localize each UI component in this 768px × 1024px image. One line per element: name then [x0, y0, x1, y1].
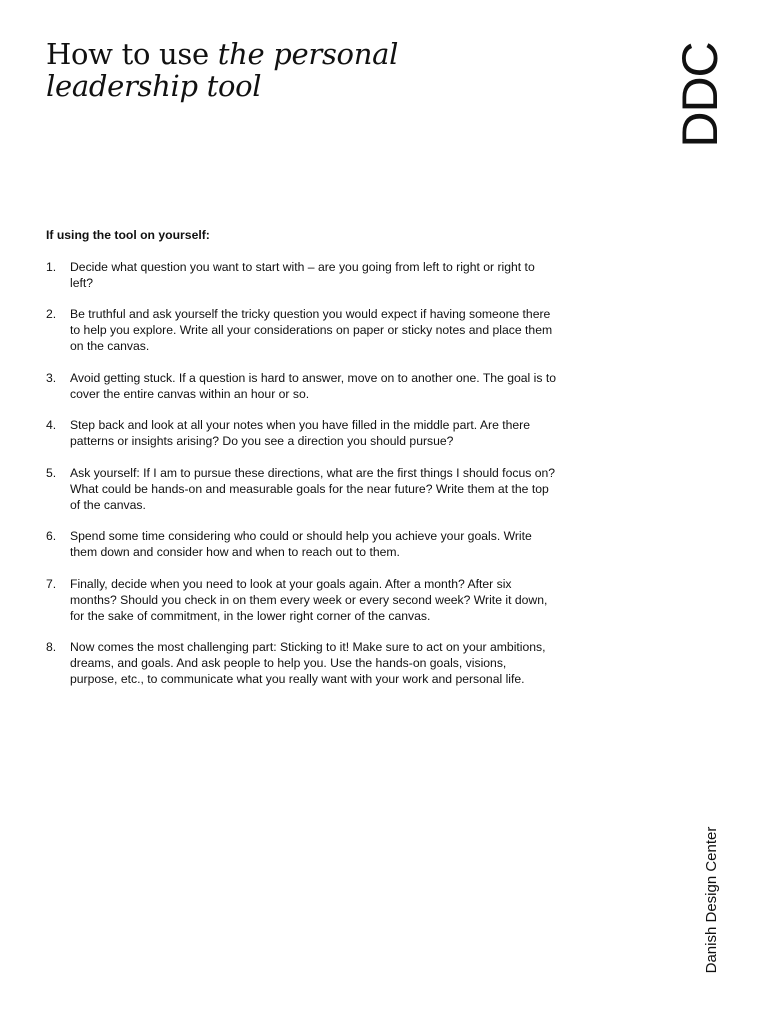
step-text: Spend some time considering who could or should help you achieve your goals. Write them down and consider how and when to reach out to them. — [70, 529, 532, 560]
step-number: 1. — [46, 259, 57, 274]
list-item — [46, 371, 556, 403]
step-number: 4. — [46, 418, 57, 433]
step-number: 6. — [46, 529, 57, 544]
title-italic-line2: leadership tool — [46, 69, 262, 103]
organization-label: Danish Design Center — [703, 826, 720, 974]
section-heading: If using the tool on yourself: — [46, 228, 210, 242]
title-italic-line1: the personal — [217, 37, 399, 71]
step-text: Ask yourself: If I am to pursue these directions, what are the first things I should focus on? What could be hands-on and measurable goals for the near future? Write them at the top of the canvas. — [70, 465, 556, 512]
list-item — [46, 307, 556, 354]
step-number: 2. — [46, 307, 57, 322]
title-plain-text: How to use — [46, 37, 218, 71]
ddc-logo: DDC — [672, 42, 728, 148]
list-item — [46, 466, 556, 513]
step-text: Step back and look at all your notes when you have filled in the middle part. Are there patterns or insights arising? Do you see a direction you should pursue? — [70, 418, 531, 449]
step-text: Avoid getting stuck. If a question is hard to answer, move on to another one. The goal is to cover the entire canvas within an hour or so. — [70, 370, 556, 401]
step-text: Finally, decide when you need to look at your goals again. After a month? After six months? Should you check in on them every week or every second week? Write it down, for the sake of commitment, in the lower right corner of the canvas. — [70, 576, 548, 623]
step-number: 8. — [46, 640, 57, 655]
list-item — [46, 260, 556, 292]
list-item — [46, 418, 556, 450]
step-number: 5. — [46, 465, 57, 480]
page-title — [46, 38, 398, 102]
step-number: 7. — [46, 576, 57, 591]
step-number: 3. — [46, 370, 57, 385]
instructions-section — [46, 228, 556, 704]
list-item — [46, 577, 556, 624]
step-text: Be truthful and ask yourself the tricky question you would expect if having someone there to help you explore. Write all your considerations on paper or sticky notes and place them on the canvas. — [70, 307, 553, 353]
list-item — [46, 529, 556, 561]
step-text: Decide what question you want to start with – are you going from left to right or right to left? — [70, 259, 535, 290]
step-text: Now comes the most challenging part: Sticking to it! Make sure to act on your ambitions, dreams, and goals. And ask people to help you. Use the hands-on goals, visions, purpose, etc., to communicate what you really want with your work and personal life. — [70, 640, 546, 686]
steps-list — [46, 260, 556, 688]
list-item — [46, 640, 556, 687]
